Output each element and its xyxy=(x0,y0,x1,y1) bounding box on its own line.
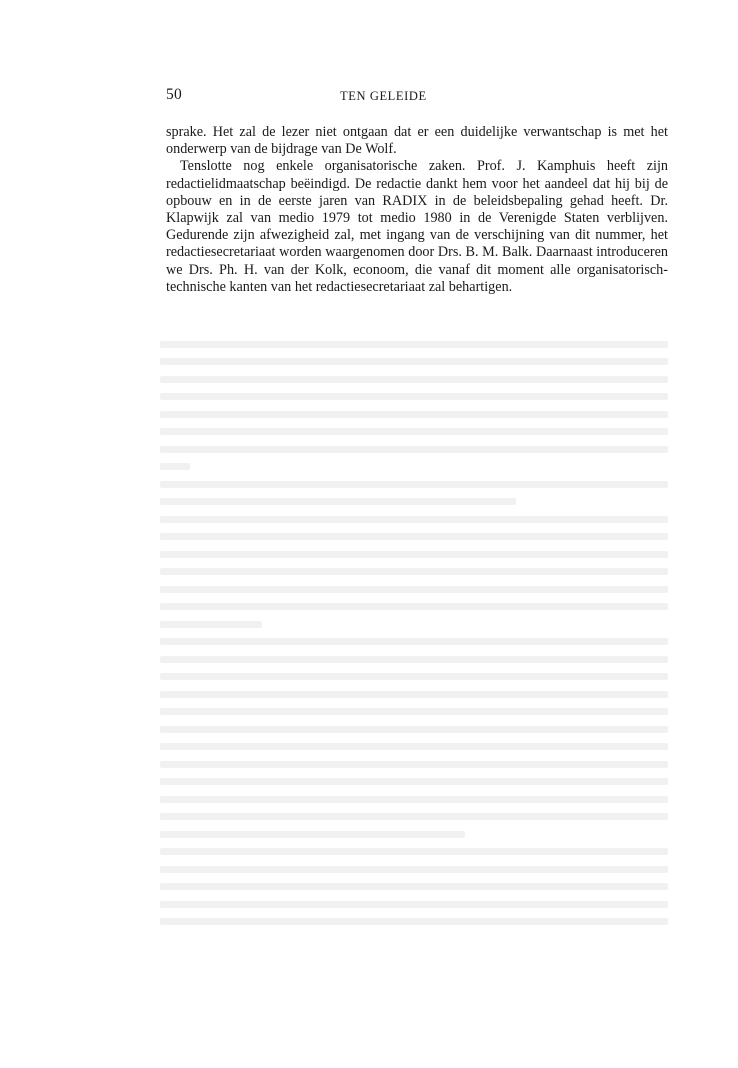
body-text xyxy=(166,124,668,296)
running-head: TEN GELEIDE xyxy=(340,89,427,103)
paragraph-organisational-matters: Tenslotte nog enkele organisatorische zaken. Prof. J. Kamphuis heeft zijn redactielidmaatschap beëindigd. De redactie dankt hem voor het aandeel dat hij bij de opbouw en in de eerste jaren van RADIX in de beleidsbepaling gehad heeft. Dr. Klapwijk zal van medio 1979 tot medio 1980 in de Verenigde Staten verblijven. Gedurende zijn afwezigheid zal, met ingang van de verschijning van dit nummer, het redactiesecretariaat worden waargenomen door Drs. B. M. Balk. Daarnaast introduceren we Drs. Ph. H. van der Kolk, econoom, die vanaf dit moment alle organisatorisch-technische kanten van het redactiesecretariaat zal behartigen. xyxy=(166,158,668,295)
paragraph-continuation: sprake. Het zal de lezer niet ontgaan dat er een duidelijke verwantschap is met het onderwerp van de bijdrage van De Wolf. xyxy=(166,124,668,158)
show-through-text xyxy=(160,330,668,936)
page-number: 50 xyxy=(166,86,182,103)
